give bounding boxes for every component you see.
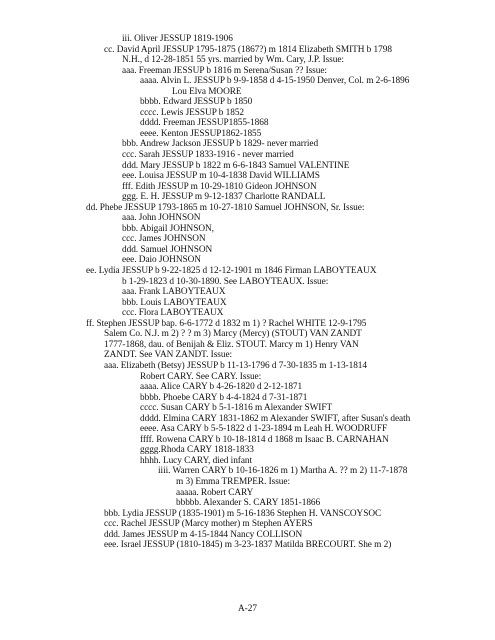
text-line: ccc. Flora LABOYTEAUX xyxy=(122,308,224,319)
text-line: iii. Oliver JESSUP 1819-1906 xyxy=(122,34,233,44)
text-line: Lou Elva MOORE xyxy=(172,86,242,97)
text-line: cccc. Susan CARY b 5-1-1816 m Alexander SWIFT xyxy=(140,403,333,414)
text-line: N.H., d 12-28-1851 55 yrs. married by Wm. Cary, J.P. Issue: xyxy=(122,55,344,66)
text-line: iiii. Warren CARY b 10-16-1826 m 1) Martha A. ?? m 2) 11-7-1878 xyxy=(158,466,408,477)
text-line: aaaa. Alvin L. JESSUP b 9-9-1858 d 4-15-1950 Denver, Col. m 2-6-1896 xyxy=(140,76,410,87)
text-line: dddd. Freeman JESSUP1855-1868 xyxy=(140,118,269,129)
text-line: m 3) Emma TREMPER. Issue: xyxy=(176,476,291,487)
text-line: hhhh. Lucy CARY, died infant xyxy=(140,455,253,466)
page-number: A-27 xyxy=(237,604,258,614)
text-line: aaaaa. Robert CARY xyxy=(176,487,254,498)
text-line: ff. Stephen JESSUP bap. 6-6-1772 d 1832 m 1) ? Rachel WHITE 12-9-1795 xyxy=(86,318,367,329)
text-line: cccc. Lewis JESSUP b 1852 xyxy=(140,107,245,118)
text-line: ddd. James JESSUP m 4-15-1844 Nancy COLLISON xyxy=(104,529,303,540)
text-line: ggg. E. H. JESSUP m 9-12-1837 Charlotte RANDALL xyxy=(122,192,326,203)
text-line: bbb. Andrew Jackson JESSUP b 1829- never married xyxy=(122,139,319,150)
text-line: ffff. Rowena CARY b 10-18-1814 d 1868 m Isaac B. CARNAHAN xyxy=(140,434,389,445)
text-line: Salem Co. N.J. m 2) ? ? m 3) Marcy (Mercy) (STOUT) VAN ZANDT xyxy=(104,329,362,340)
text-line: ccc. Sarah JESSUP 1833-1916 - never married xyxy=(122,150,294,161)
text-line: ccc. Rachel JESSUP (Marcy mother) m Stephen AYERS xyxy=(104,519,313,530)
text-line: Robert CARY. See CARY. Issue: xyxy=(140,371,262,382)
text-line: dddd. Elmina CARY 1831-1862 m Alexander SWIFT, after Susan's death xyxy=(140,413,411,424)
text-line: eee. Louisa JESSUP m 10-4-1838 David WILLIAMS xyxy=(122,171,320,182)
text-line: aaa. Freeman JESSUP b 1816 m Serena/Susan ?? Issue: xyxy=(122,65,327,76)
text-line: bbbbb. Alexander S. CARY 1851-1866 xyxy=(176,498,321,509)
text-line: 1777-1868, dau. of Benijah & Eliz. STOUT. Marcy m 1) Henry VAN xyxy=(104,339,359,350)
text-line: ZANDT. See VAN ZANDT. Issue: xyxy=(104,350,233,361)
text-line: aaa. Frank LABOYTEAUX xyxy=(122,287,226,298)
text-line: gggg.Rhoda CARY 1818-1833 xyxy=(140,445,254,456)
text-line: eee. Israel JESSUP (1810-1845) m 3-23-1837 Matilda BRECOURT. She m 2) xyxy=(104,540,392,551)
text-line: bbb. Lydia JESSUP (1835-1901) m 5-16-1836 Stephen H. VANSCOYSOC xyxy=(104,508,382,519)
text-line: cc. David April JESSUP 1795-1875 (1867?) m 1814 Elizabeth SMITH b 1798 xyxy=(104,44,392,55)
text-line: aaa. John JOHNSON xyxy=(122,213,201,224)
text-line: aaa. Elizabeth (Betsy) JESSUP b 11-13-1796 d 7-30-1835 m 1-13-1814 xyxy=(104,360,367,371)
text-line: b 1-29-1823 d 10-30-1890. See LABOYTEAUX. Issue: xyxy=(122,276,329,287)
text-line: bbb. Louis LABOYTEAUX xyxy=(122,297,227,308)
genealogy-text-block xyxy=(0,34,495,551)
text-line: fff. Edith JESSUP m 10-29-1810 Gideon JOHNSON xyxy=(122,181,317,192)
text-line: eeee. Asa CARY b 5-5-1822 d 1-23-1894 m Leah H. WOODRUFF xyxy=(140,424,388,435)
text-line: bbbb. Edward JESSUP b 1850 xyxy=(140,97,253,108)
text-line: aaaa. Alice CARY b 4-26-1820 d 2-12-1871 xyxy=(140,382,303,393)
text-line: bbb. Abigail JOHNSON, xyxy=(122,223,214,234)
text-line: ee. Lydia JESSUP b 9-22-1825 d 12-12-1901 m 1846 Firman LABOYTEAUX xyxy=(86,266,377,277)
text-line: dd. Phebe JESSUP 1793-1865 m 10-27-1810 Samuel JOHNSON, Sr. Issue: xyxy=(86,202,365,213)
text-line: ddd. Samuel JOHNSON xyxy=(122,244,213,255)
text-line: eee. Daio JOHNSON xyxy=(122,255,201,266)
text-line: ccc. James JOHNSON xyxy=(122,234,206,245)
text-line: bbbb. Phoebe CARY b 4-4-1824 d 7-31-1871 xyxy=(140,392,308,403)
text-line: ddd. Mary JESSUP b 1822 m 6-6-1843 Samuel VALENTINE xyxy=(122,160,350,171)
text-line: eeee. Kenton JESSUP1862-1855 xyxy=(140,128,262,139)
